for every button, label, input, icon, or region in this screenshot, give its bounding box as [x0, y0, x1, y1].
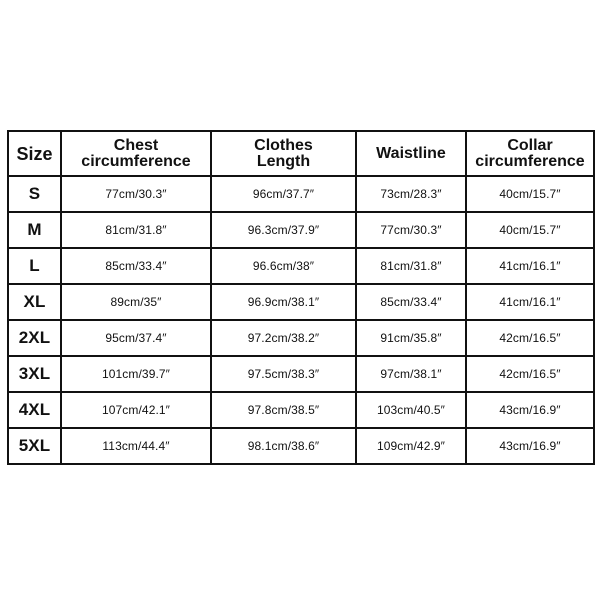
size-cell: 3XL [8, 356, 61, 392]
length-cell: 97.2cm/38.2″ [211, 320, 356, 356]
header-row [8, 131, 594, 176]
waist-cell: 85cm/33.4″ [356, 284, 466, 320]
header-chest-line-1: Chest [113, 136, 159, 154]
length-cell: 98.1cm/38.6″ [211, 428, 356, 464]
size-cell: 2XL [8, 320, 61, 356]
header-size: Size [8, 131, 61, 176]
waist-cell: 81cm/31.8″ [356, 248, 466, 284]
table-row [8, 284, 594, 320]
waist-cell: 73cm/28.3″ [356, 176, 466, 212]
chest-cell: 101cm/39.7″ [61, 356, 211, 392]
chest-cell: 81cm/31.8″ [61, 212, 211, 248]
chest-cell: 113cm/44.4″ [61, 428, 211, 464]
collar-cell: 40cm/15.7″ [466, 176, 594, 212]
size-chart-header [8, 131, 594, 176]
header-length-line-2: Length [256, 152, 311, 170]
length-cell: 96cm/37.7″ [211, 176, 356, 212]
header-collar-circumference [466, 131, 594, 176]
header-waistline: Waistline [356, 131, 466, 176]
table-row [8, 212, 594, 248]
header-length-line-1: Clothes [254, 136, 313, 154]
length-cell: 96.9cm/38.1″ [211, 284, 356, 320]
waist-cell: 91cm/35.8″ [356, 320, 466, 356]
collar-cell: 42cm/16.5″ [466, 320, 594, 356]
length-cell: 96.3cm/37.9″ [211, 212, 356, 248]
size-cell: XL [8, 284, 61, 320]
length-cell: 97.5cm/38.3″ [211, 356, 356, 392]
waist-cell: 77cm/30.3″ [356, 212, 466, 248]
size-chart-body [8, 176, 594, 464]
collar-cell: 43cm/16.9″ [466, 392, 594, 428]
chest-cell: 107cm/42.1″ [61, 392, 211, 428]
size-cell: L [8, 248, 61, 284]
collar-cell: 41cm/16.1″ [466, 248, 594, 284]
header-clothes-length [211, 131, 356, 176]
table-row [8, 248, 594, 284]
table-row [8, 428, 594, 464]
header-collar-line-1: Collar [507, 136, 553, 154]
size-cell: 5XL [8, 428, 61, 464]
table-row [8, 392, 594, 428]
waist-cell: 97cm/38.1″ [356, 356, 466, 392]
chest-cell: 89cm/35″ [61, 284, 211, 320]
size-cell: M [8, 212, 61, 248]
size-cell: S [8, 176, 61, 212]
collar-cell: 42cm/16.5″ [466, 356, 594, 392]
collar-cell: 41cm/16.1″ [466, 284, 594, 320]
table-row [8, 176, 594, 212]
collar-cell: 40cm/15.7″ [466, 212, 594, 248]
chest-cell: 95cm/37.4″ [61, 320, 211, 356]
chest-cell: 85cm/33.4″ [61, 248, 211, 284]
length-cell: 96.6cm/38″ [211, 248, 356, 284]
waist-cell: 103cm/40.5″ [356, 392, 466, 428]
table-row [8, 356, 594, 392]
chest-cell: 77cm/30.3″ [61, 176, 211, 212]
header-chest-line-2: circumference [81, 152, 191, 170]
table-row [8, 320, 594, 356]
size-cell: 4XL [8, 392, 61, 428]
collar-cell: 43cm/16.9″ [466, 428, 594, 464]
header-collar-line-2: circumference [475, 152, 585, 170]
size-chart-table [7, 130, 595, 465]
length-cell: 97.8cm/38.5″ [211, 392, 356, 428]
waist-cell: 109cm/42.9″ [356, 428, 466, 464]
header-chest-circumference [61, 131, 211, 176]
